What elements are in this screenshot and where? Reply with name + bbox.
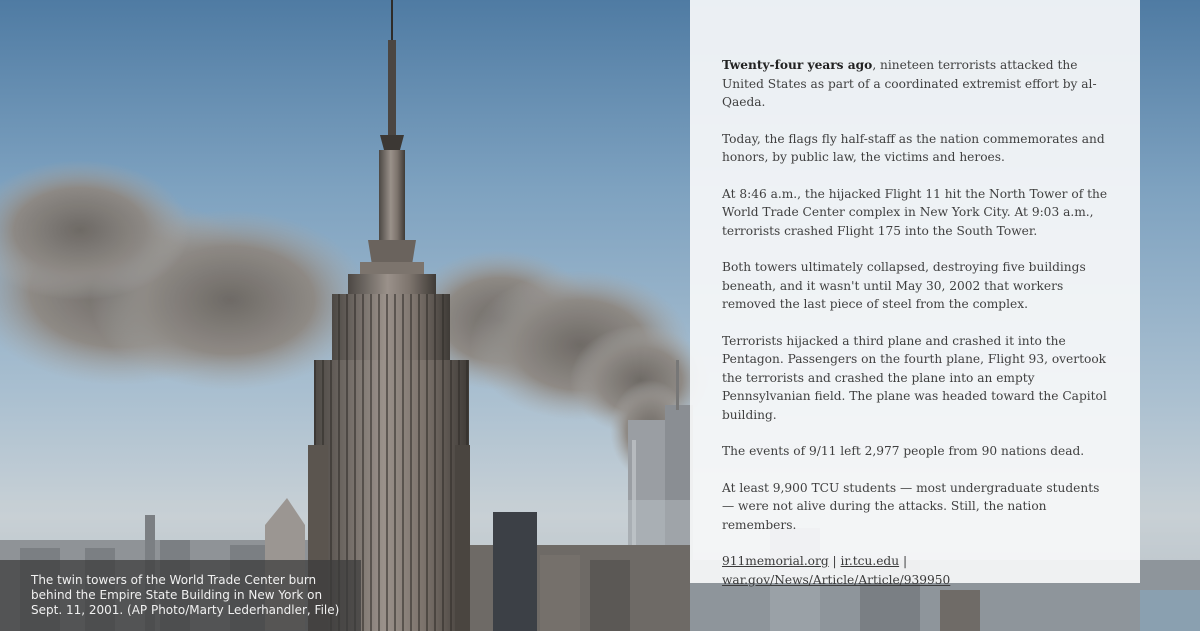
empire-state-building [308, 0, 470, 631]
paragraph-collapse: Both towers ultimately collapsed, destroying five buildings beneath, and it wasn't until May 30, 2002 that workers removed the last piece of steel from the complex. [722, 260, 1086, 311]
paragraph-tcu-students: At least 9,900 TCU students — most undergraduate students — were not alive during the attacks. Still, the nation remembers. [722, 480, 1100, 532]
source-link-ir-tcu[interactable]: ir.tcu.edu [840, 554, 900, 568]
source-link-911memorial[interactable]: 911memorial.org [722, 554, 829, 568]
photo-caption [0, 560, 361, 631]
paragraph-intro [722, 56, 1108, 112]
sources-line [722, 552, 1108, 589]
paragraph-casualties: The events of 9/11 left 2,977 people from 90 nations dead. [722, 444, 1085, 458]
intro-rest: , nineteen terrorists attacked the United States as part of a coordinated extremist effort by al-Qaeda. [722, 58, 1097, 109]
source-separator: | [832, 554, 837, 568]
source-link-war-gov[interactable]: war.gov/News/Article/Article/939950 [722, 572, 951, 587]
source-separator: | [902, 554, 908, 568]
paragraph-commemoration: Today, the flags fly half-staff as the nation commemorates and honors, by public law, the victims and heroes. [722, 131, 1105, 164]
paragraph-north-south-towers: At 8:46 a.m., the hijacked Flight 11 hit the North Tower of the World Trade Center complex in New York City. At 9:03 a.m., terrorists crashed Flight 175 into the South Tower. [722, 186, 1108, 238]
intro-lead: Twenty-four years ago [722, 58, 873, 72]
article-panel [690, 0, 1140, 587]
paragraph-pentagon-flight93: Terrorists hijacked a third plane and crashed it into the Pentagon. Passengers on the fourth plane, Flight 93, overtook the terrorists and crashed the plane into an empty Pennsylvanian field. The plane was headed toward the Capitol building. [722, 333, 1107, 422]
caption-text: The twin towers of the World Trade Center burn behind the Empire State Building in New York on Sept. 11, 2001. (AP Photo/Marty Lederhandler, File) [31, 573, 340, 617]
